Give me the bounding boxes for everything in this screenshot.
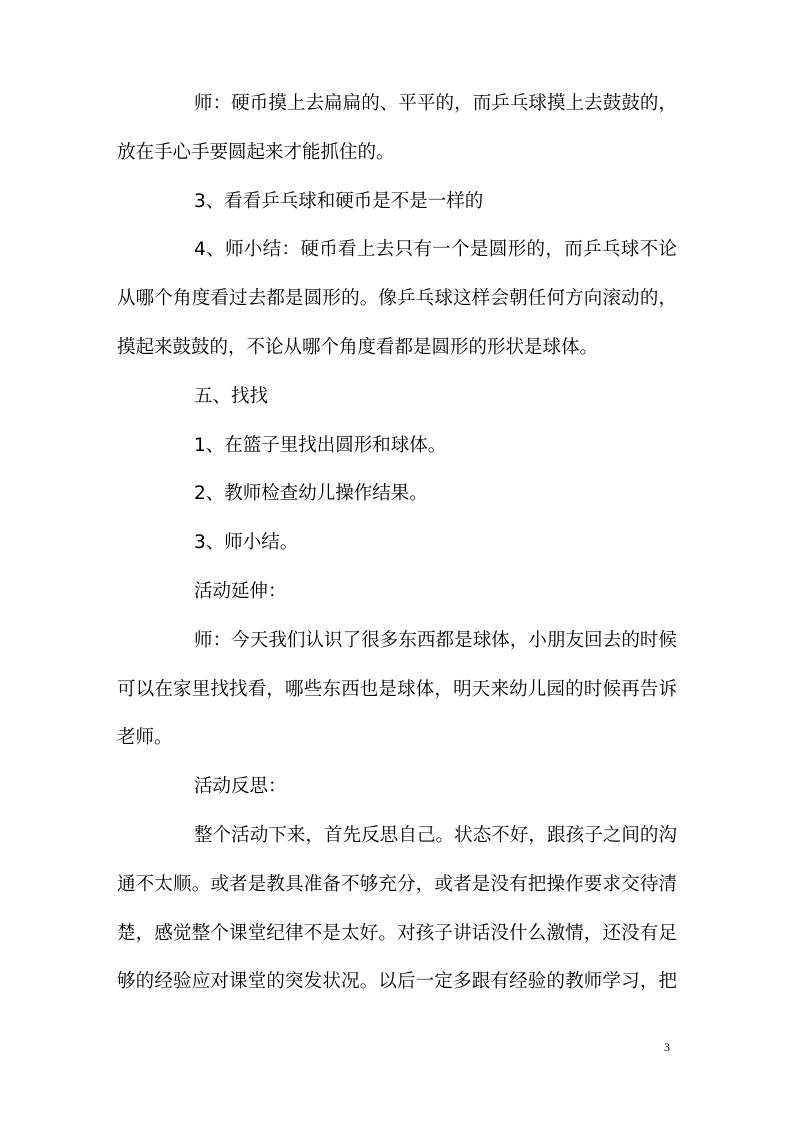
text-line: 放在手心手要圆起来才能抓住的。 <box>117 141 395 163</box>
paragraph <box>117 226 677 372</box>
text-line: 从哪个角度看过去都是圆形的。像乒乓球这样会朝任何方向滚动的， <box>117 288 677 310</box>
text-line: 可以在家里找找看，哪些东西也是球体，明天来幼儿园的时候再告诉 <box>117 678 677 700</box>
text-line: 活动延伸： <box>194 580 287 602</box>
text-line: 老师。 <box>117 727 173 749</box>
text-line: 楚，感觉整个课堂纪律不是太好。对孩子讲话没什么激情，还没有足 <box>117 922 677 944</box>
text-line: 够的经验应对课堂的突发状况。以后一定多跟有经验的教师学习，把 <box>117 971 677 993</box>
paragraph <box>117 470 677 519</box>
text-line: 2、教师检查幼儿操作结果。 <box>194 483 428 505</box>
text-line: 活动反思： <box>194 776 287 798</box>
text-line: 通不太顺。或者是教具准备不够充分，或者是没有把操作要求交待清 <box>117 873 677 895</box>
text-line: 摸起来鼓鼓的，不论从哪个角度看都是圆形的形状是球体。 <box>117 336 599 358</box>
text-line: 五、找找 <box>194 385 269 407</box>
body-text <box>117 80 677 1007</box>
paragraph <box>117 617 677 763</box>
text-line: 整个活动下来，首先反思自己。状态不好，跟孩子之间的沟 <box>194 824 677 846</box>
paragraph <box>117 519 677 568</box>
page-number: 3 <box>664 1040 670 1054</box>
text-line: 4、师小结：硬币看上去只有一个是圆形的，而乒乓球不论 <box>194 239 677 261</box>
paragraph <box>117 178 677 227</box>
paragraph <box>117 422 677 471</box>
text-line: 师：硬币摸上去扁扁的、平平的，而乒乓球摸上去鼓鼓的， <box>194 93 677 114</box>
paragraph <box>117 812 677 1007</box>
section-heading <box>117 763 677 812</box>
text-line: 3、师小结。 <box>194 532 299 554</box>
section-heading <box>117 373 677 422</box>
paragraph <box>117 80 677 178</box>
text-line: 3、看看乒乓球和硬币是不是一样的 <box>194 190 484 212</box>
section-heading <box>117 568 677 617</box>
text-line: 师：今天我们认识了很多东西都是球体，小朋友回去的时候 <box>194 629 677 651</box>
text-line: 1、在篮子里找出圆形和球体。 <box>194 434 447 456</box>
